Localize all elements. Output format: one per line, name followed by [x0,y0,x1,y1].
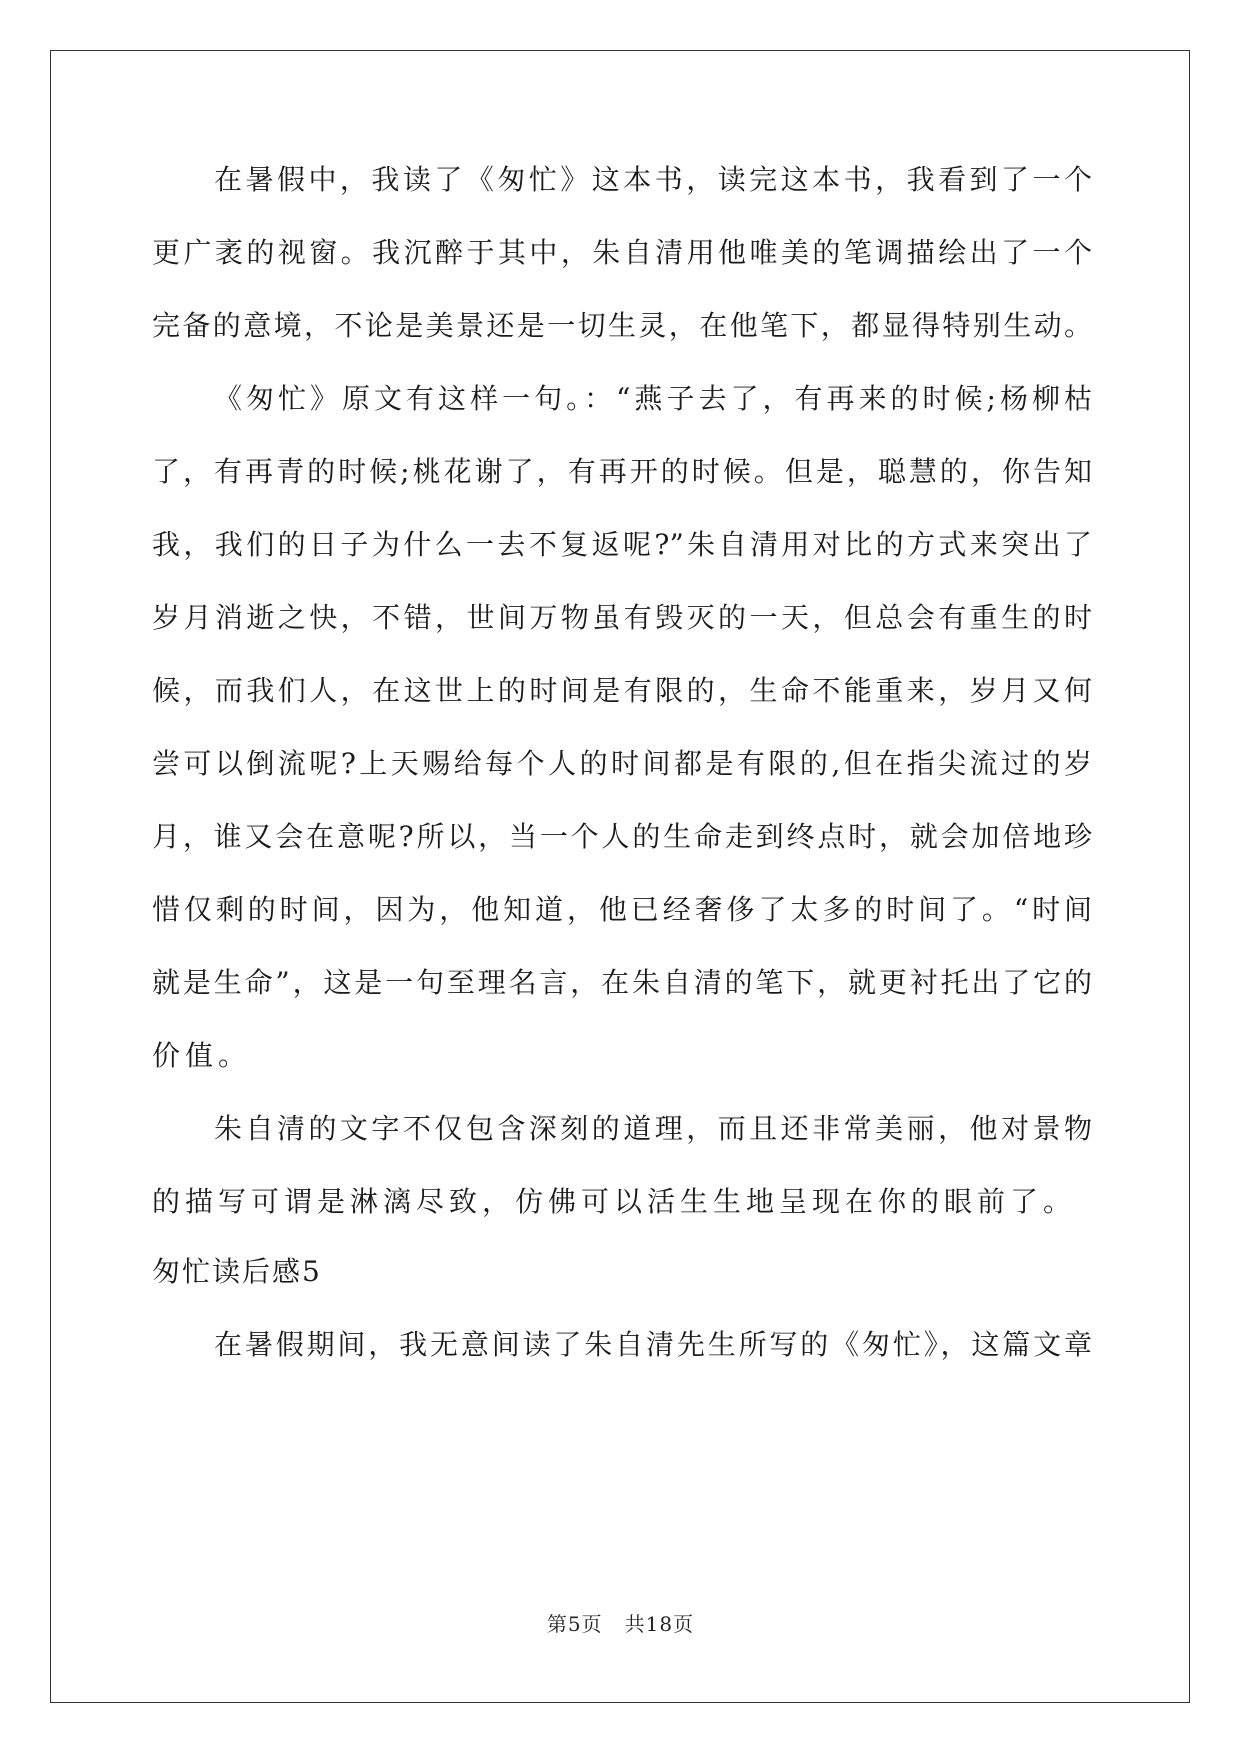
paragraph-2-line-3: 我，我们的日子为什么一去不复返呢?”朱自清用对比的方式来突出了 [152,528,1092,561]
paragraph-2-line-6: 尝可以倒流呢?上天赐给每个人的时间都是有限的,但在指尖流过的岁 [152,747,1092,780]
paragraph-2-line-2: 了，有再青的时候;桃花谢了，有再开的时候。但是，聪慧的，你告知 [152,455,1092,488]
paragraph-2-line-7: 月，谁又会在意呢?所以，当一个人的生命走到终点时，就会加倍地珍 [152,820,1092,853]
paragraph-2-line-10: 价值。 [152,1039,252,1072]
paragraph-3-line-2: 的描写可谓是淋漓尽致，仿佛可以活生生地呈现在你的眼前了。 [152,1185,1077,1218]
paragraph-2-line-4: 岁月消逝之快，不错，世间万物虽有毁灭的一天，但总会有重生的时 [152,601,1092,634]
paragraph-1-line-3: 完备的意境，不论是美景还是一切生灵，在他笔下，都显得特别生动。 [152,309,1092,342]
page-footer [0,1608,1241,1637]
paragraph-4-line-1: 在暑假期间，我无意间读了朱自清先生所写的《匆忙》，这篇文章 [214,1328,1092,1361]
paragraph-1-line-1: 在暑假中，我读了《匆忙》这本书，读完这本书，我看到了一个 [214,163,1092,196]
paragraph-1-line-2: 更广袤的视窗。我沉醉于其中，朱自清用他唯美的笔调描绘出了一个 [152,236,1092,269]
paragraph-2-line-9: 就是生命”，这是一句至理名言，在朱自清的笔下，就更衬托出了它的 [152,966,1092,999]
page-number-current: 第5页 [546,1612,603,1636]
page-number-total: 共18页 [624,1612,695,1636]
paragraph-2-line-1: 《匆忙》原文有这样一句。：“燕子去了，有再来的时候;杨柳枯 [214,382,1092,415]
page-border [50,50,1190,1703]
section-heading: 匆忙读后感5 [152,1255,322,1288]
paragraph-2-line-5: 候，而我们人，在这世上的时间是有限的，生命不能重来，岁月又何 [152,674,1092,707]
paragraph-2-line-8: 惜仅剩的时间，因为，他知道，他已经奢侈了太多的时间了。“时间 [152,893,1092,926]
paragraph-3-line-1: 朱自清的文字不仅包含深刻的道理，而且还非常美丽，他对景物 [214,1112,1092,1145]
